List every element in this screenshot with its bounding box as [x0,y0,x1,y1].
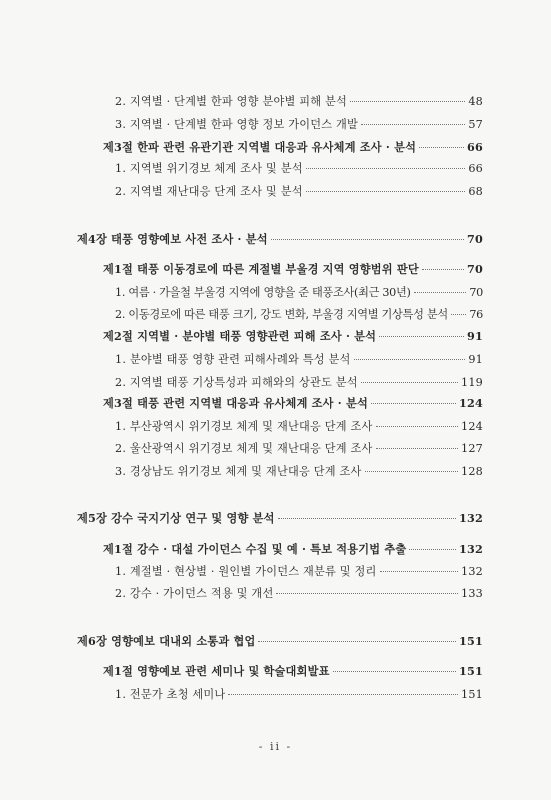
toc-entry[interactable] [115,306,483,326]
dot-leader [361,382,458,383]
dot-leader [365,471,459,472]
dot-leader [419,147,464,148]
dot-leader [376,448,459,449]
toc-entry-label: 2. 이동경로에 따른 태풍 크기, 강도 변화, 부울경 지역별 기상특성 분석 [115,308,448,321]
toc-entry[interactable] [103,541,483,561]
toc-page-number: 70 [467,262,483,276]
toc-entry[interactable] [115,463,483,483]
toc-entry[interactable] [115,284,483,304]
toc-entry-label: 1. 전문가 초청 세미나 [115,688,226,701]
dot-leader [278,518,456,519]
dot-leader [333,671,456,672]
toc-entry-label: 제3절 한파 관련 유관기관 지역별 대응과 유사체계 조사 · 분석 [103,140,417,154]
toc-page-number: 70 [467,232,483,246]
dot-leader [271,239,464,240]
dot-leader [380,571,459,572]
toc-entry[interactable] [115,351,483,371]
toc-page-number: 132 [461,565,483,578]
toc-page-number: 128 [461,465,483,478]
toc-entry-label: 1. 계절별 · 현상별 · 원인별 가이던스 재분류 및 정리 [115,565,377,578]
toc-entry[interactable] [115,686,483,706]
toc-entry[interactable] [103,395,483,415]
dot-leader [306,191,466,192]
toc-page-number: 127 [461,442,483,455]
toc-entry[interactable] [103,328,483,348]
toc-entry[interactable] [103,663,483,683]
toc-entry-label: 1. 부산광역시 위기경보 체계 및 재난대응 단계 조사 [115,420,373,433]
toc-page-number: 91 [467,329,483,343]
toc-entry[interactable] [115,374,483,394]
toc-entry-label: 2. 지역별 · 단계별 한파 영향 분야별 피해 분석 [115,95,348,108]
toc-page-number: 119 [461,376,483,389]
toc-page-number: 68 [468,185,483,198]
dot-leader [409,549,456,550]
toc-page-number: 151 [461,688,483,701]
dot-leader [228,694,458,695]
toc-entry[interactable] [103,139,483,159]
dot-leader [306,168,466,169]
toc-entry[interactable] [77,633,483,653]
toc-entry-label: 3. 지역별 · 단계별 한파 영향 정보 가이던스 개발 [115,118,359,131]
toc-entry-label: 제1절 강수 · 대설 가이던스 수집 및 예 · 특보 적용기법 추출 [103,542,407,556]
toc-entry[interactable] [103,261,483,281]
toc-entry[interactable] [115,116,483,136]
toc-page-number: 48 [468,95,483,108]
toc-page-number: 132 [459,542,483,556]
toc-entry[interactable] [115,418,483,438]
toc-entry-label: 제2절 지역별 · 분야별 태풍 영향관련 피해 조사 · 분석 [103,329,377,343]
toc-entry-label: 1. 분야별 태풍 영향 관련 피해사례와 특성 분석 [115,353,351,366]
dot-leader [422,269,464,270]
dot-leader [258,641,456,642]
toc-entry-label: 제1절 태풍 이동경로에 따른 계절별 부울경 지역 영향범위 판단 [103,262,419,276]
dot-leader [371,403,456,404]
toc-page-number: 151 [459,634,483,648]
toc-page-number: 70 [469,286,483,299]
toc-entry-label: 제4장 태풍 영향예보 사전 조사 · 분석 [77,232,268,246]
toc-entry[interactable] [77,510,483,530]
toc-page-number: 66 [468,162,483,175]
toc-entry[interactable] [115,563,483,583]
toc-entry[interactable] [115,183,483,203]
dot-leader [451,314,467,315]
toc-page-number: 66 [467,140,483,154]
dot-leader [354,359,466,360]
dot-leader [276,593,458,594]
toc-entry[interactable] [115,93,483,113]
page-footer-number: - ii - [258,740,293,753]
toc-entry-label: 제5장 강수 국지기상 연구 및 영향 분석 [77,511,275,525]
dot-leader [379,336,464,337]
toc-entry-label: 제3절 태풍 관련 지역별 대응과 유사체계 조사 · 분석 [103,396,368,410]
toc-entry-label: 3. 경상남도 위기경보 체계 및 재난대응 단계 조사 [115,465,362,478]
dot-leader [376,426,459,427]
toc-entry-label: 2. 지역별 태풍 기상특성과 피해와의 상관도 분석 [115,376,358,389]
dot-leader [350,101,465,102]
toc-entry-label: 2. 울산광역시 위기경보 체계 및 재난대응 단계 조사 [115,442,373,455]
toc-page-number: 151 [459,664,483,678]
toc-page-number: 124 [459,396,483,410]
toc-entry[interactable] [115,160,483,180]
dot-leader [414,292,467,293]
toc-entry-label: 1. 여름 · 가을철 부울경 지역에 영향을 준 태풍조사(최근 30년) [115,286,411,299]
toc-page-number: 76 [469,308,483,321]
toc-page-number: 124 [461,420,483,433]
toc-entry-label: 제1절 영향예보 관련 세미나 및 학술대회발표 [103,664,330,678]
toc-page-number: 132 [459,511,483,525]
toc-entry-label: 2. 지역별 재난대응 단계 조사 및 분석 [115,185,303,198]
toc-entry[interactable] [115,585,483,605]
toc-page-number: 133 [461,587,483,600]
toc-entry-label: 2. 강수 · 가이던스 적용 및 개선 [115,587,274,600]
toc-entry-label: 제6장 영향예보 대내외 소통과 협업 [77,634,256,648]
toc-entry[interactable] [115,440,483,460]
toc-page-number: 57 [468,118,483,131]
dot-leader [361,124,465,125]
toc-entry-label: 1. 지역별 위기경보 체계 조사 및 분석 [115,162,303,175]
toc-entry[interactable] [77,231,483,251]
toc-page-number: 91 [468,353,483,366]
